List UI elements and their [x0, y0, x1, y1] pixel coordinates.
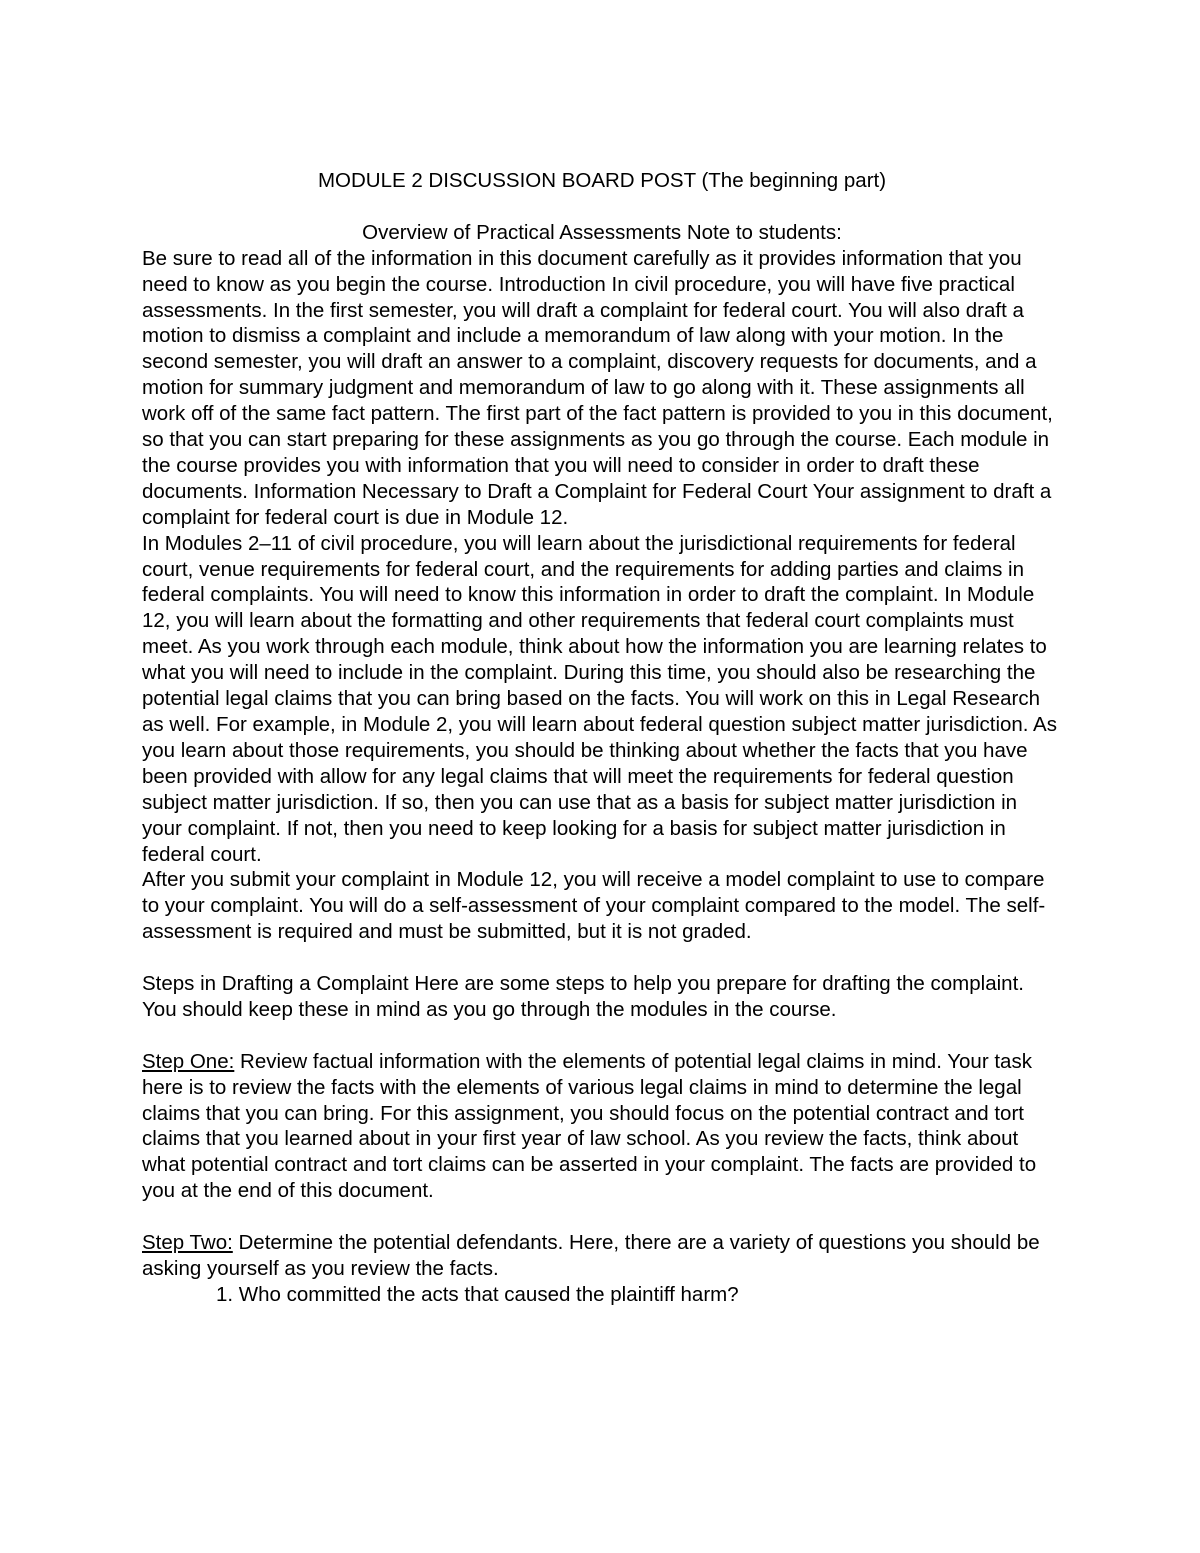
paragraph-step-two — [142, 1230, 1062, 1282]
step-two-text: Determine the potential defendants. Here, there are a variety of questions you should be asking yourself as you review the facts. — [142, 1231, 1040, 1280]
paragraph-spacer — [142, 1204, 1062, 1230]
paragraph-introduction: Be sure to read all of the information in this document carefully as it provides information that you need to know as you begin the course. Introduction In civil procedure, you will have five practical assessments. In the first semester, you will draft a complaint for federal court. You will also draft a motion to dismiss a complaint and include a memorandum of law along with your motion. In the second semester, you will draft an answer to a complaint, discovery requests for documents, and a motion for summary judgment and memorandum of law to go along with it. These assignments all work off of the same fact pattern. The first part of the fact pattern is provided to you in this document, so that you can start preparing for these assignments as you go through the course. Each module in the course provides you with information that you will need to consider in order to draft these documents. Information Necessary to Draft a Complaint for Federal Court Your assignment to draft a complaint for federal court is due in Module 12. — [142, 246, 1053, 529]
paragraph-spacer — [142, 1023, 1062, 1049]
step-two-label: Step Two: — [142, 1231, 233, 1255]
step-one-text: Review factual information with the elements of potential legal claims in mind. Your task here is to review the facts with the elements of various legal claims in mind to determine the legal claims that you can bring. For this assignment, you should focus on the potential contract and tort claims that you learned about in your first year of law school. As you review the facts, think about what potential contract and tort claims can be asserted in your complaint. The facts are provided to you at the end of this document. — [142, 1049, 1037, 1203]
document-title: MODULE 2 DISCUSSION BOARD POST (The beginning part) — [317, 169, 887, 192]
paragraph-self-assessment: After you submit your complaint in Module 12, you will receive a model complaint to use to compare to your complaint. You will do a self-assessment of your complaint compared to the model. The self-assessment is required and must be submitted, but it is not graded. — [142, 868, 1046, 944]
paragraph-modules: In Modules 2–11 of civil procedure, you will learn about the jurisdictional requirements for federal court, venue requirements for federal court, and the requirements for adding parties and claims in federal complaints. You will need to know this information in order to draft the complaint. In Module 12, you will learn about the formatting and other requirements that federal court complaints must meet. As you work through each module, think about how the information you are learning relates to what you will need to include in the complaint. During this time, you should also be researching the potential legal claims that you can bring based on the facts. You will work on this in Legal Research as well. For example, in Module 2, you will learn about federal question subject matter jurisdiction. As you learn about those requirements, you should be thinking about whether the facts that you have been provided with allow for any legal claims that will meet the requirements for federal question subject matter jurisdiction. If so, then you can use that as a basis for subject matter jurisdiction in your complaint. If not, then you need to keep looking for a basis for subject matter jurisdiction in federal court. — [142, 531, 1057, 866]
list-item: 1. Who committed the acts that caused the plaintiff harm? — [216, 1282, 739, 1306]
document-subtitle: Overview of Practical Assessments Note to students: — [362, 220, 842, 244]
document-body — [142, 168, 1062, 1308]
paragraph-spacer — [142, 945, 1062, 971]
paragraph-steps-intro: Steps in Drafting a Complaint Here are some steps to help you prepare for drafting the complaint. You should keep these in mind as you go through the modules in the course. — [142, 972, 1024, 1021]
paragraph-step-one — [142, 1049, 1062, 1204]
step-one-label: Step One: — [142, 1049, 235, 1073]
